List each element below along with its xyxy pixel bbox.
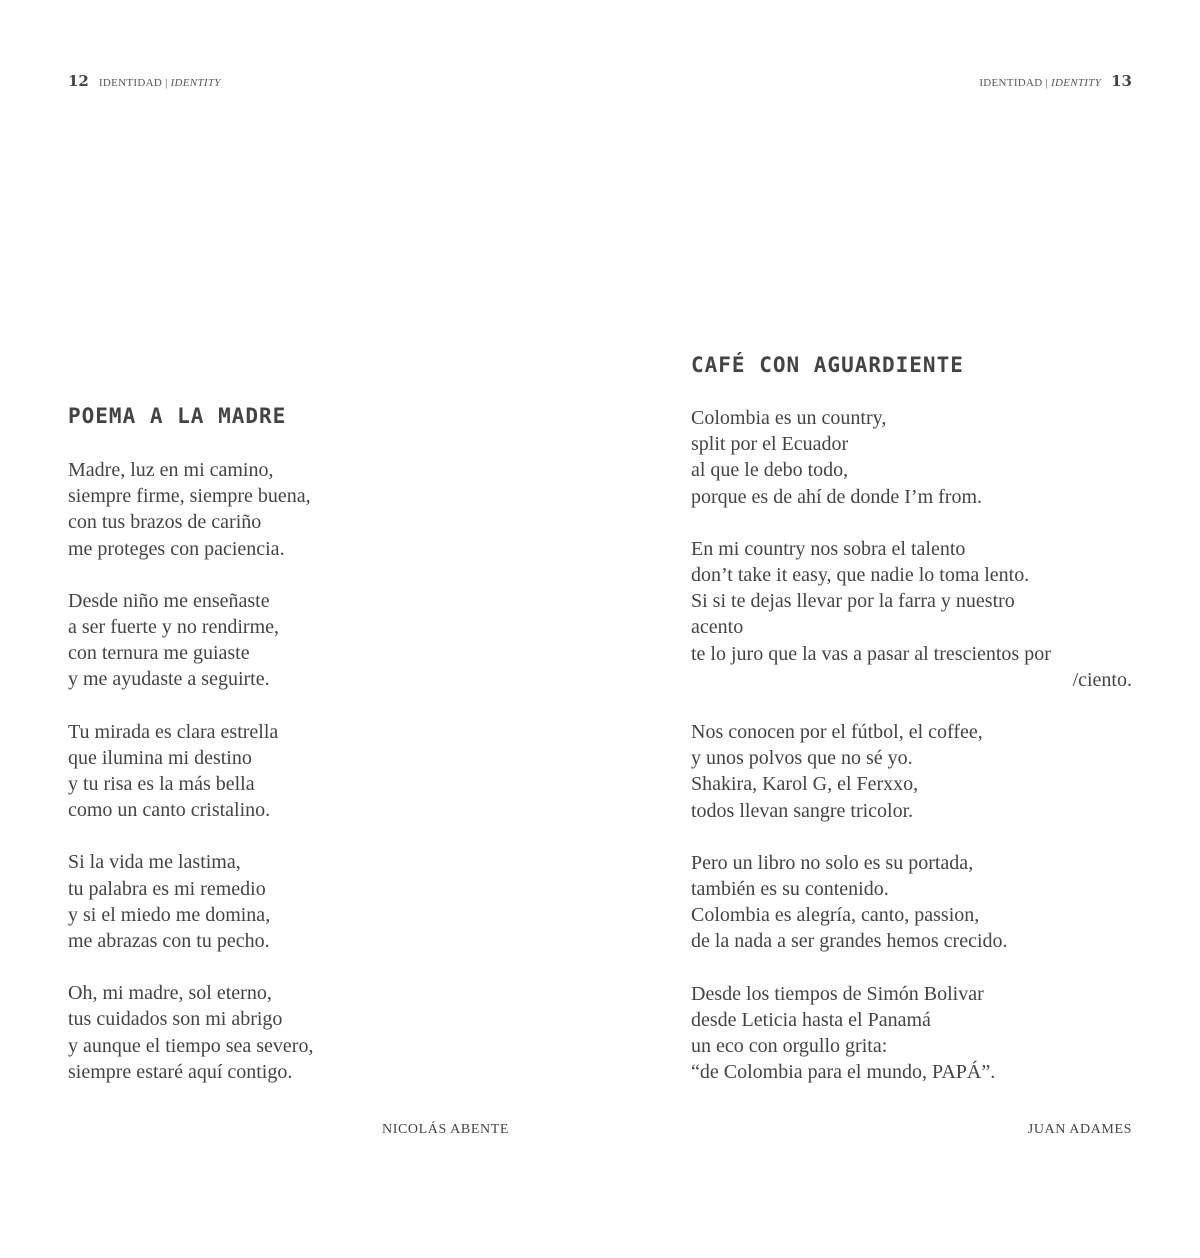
running-head-es: IDENTIDAD [979,77,1043,89]
running-head-es: IDENTIDAD [98,77,163,89]
stanza [691,719,1132,824]
right-running-head [979,77,1101,89]
stanza [691,850,1132,955]
poem-line: desde Leticia hasta el Panamá [691,1008,931,1031]
stanza [691,405,1132,510]
poem-line: tu palabra es mi remedio [68,877,266,900]
stanza [691,981,1132,1086]
stanza [68,719,548,824]
poem-line: con tus brazos de cariño [68,511,262,534]
poem-line: siempre firme, siempre buena, [68,485,311,508]
poem-line: Madre, luz en mi camino, [68,459,274,481]
left-page-header [68,72,221,90]
poem-line: Colombia es un country, [691,407,887,429]
poem-line: En mi country nos sobra el talento [691,537,966,560]
poem-line: con ternura me guiaste [68,642,250,665]
poem-line: tus cuidados son mi abrigo [68,1008,283,1031]
poem-line: “de Colombia para el mundo, PAPÁ”. [691,1061,996,1084]
poem-line: porque es de ahí de donde I’m from. [691,485,983,508]
poem-line: te lo juro que la vas a pasar al trescientos por [691,642,1051,665]
stanza [68,588,548,693]
poem-line: acento [691,616,744,639]
poem-title: POEMA A LA MADRE [68,404,287,428]
poem-body [68,457,548,1111]
author-credit: NICOLÁS ABENTE [381,1122,509,1137]
poem-title: CAFÉ CON AGUARDIENTE [691,353,964,377]
stanza [691,536,1132,693]
poem-line: y si el miedo me domina, [68,903,271,926]
poem-line: y me ayudaste a seguirte. [68,668,270,691]
stanza [68,457,548,562]
poem-line: y tu risa es la más bella [68,773,255,796]
poem-line: también es su contenido. [691,878,889,901]
poem-line: Shakira, Karol G, el Ferxxo, [691,773,919,796]
poem-body [691,405,1132,1111]
poem-line: al que le debo todo, [691,459,849,482]
author-credit: JUAN ADAMES [1027,1122,1132,1137]
right-page [600,0,1200,1258]
poem-line: Si si te dejas llevar por la farra y nuestro [691,590,1015,613]
poem-line: y aunque el tiempo sea severo, [68,1034,314,1057]
running-head-separator: | [165,77,168,89]
poem-line: y unos polvos que no sé yo. [691,747,913,770]
poem-line-continuation: /ciento. [1072,668,1132,691]
poem-line: don’t take it easy, que nadie lo toma lento. [691,564,1030,587]
stanza [68,849,548,954]
poem-line: un eco con orgullo grita: [691,1035,888,1058]
poem-line: me abrazas con tu pecho. [68,930,270,953]
poem-line: a ser fuerte y no rendirme, [68,616,280,639]
poem-line: Desde los tiempos de Simón Bolivar [691,982,984,1005]
poem-line: Pero un libro no solo es su portada, [691,851,974,874]
poem-line: todos llevan sangre tricolor. [691,799,914,822]
right-page-number: 13 [1111,72,1132,90]
poem-line: Oh, mi madre, sol eterno, [68,982,272,1005]
right-page-header [979,72,1132,90]
poem-line: que ilumina mi destino [68,746,252,769]
poem-line: siempre estaré aquí contigo. [68,1060,293,1083]
poem-line: Desde niño me enseñaste [68,589,270,612]
poem-line: split por el Ecuador [691,433,849,456]
running-head-en: IDENTITY [170,77,221,89]
poem-line: de la nada a ser grandes hemos crecido. [691,930,1008,953]
poem-line: como un canto cristalino. [68,799,271,822]
left-running-head [99,77,221,89]
poem-line: me proteges con paciencia. [68,537,285,560]
left-page-number: 12 [68,72,89,90]
poem-line: Si la vida me lastima, [68,851,241,874]
poem-line: Nos conocen por el fútbol, el coffee, [691,721,983,744]
stanza [68,980,548,1085]
poem-line: Colombia es alegría, canto, passion, [691,904,980,927]
running-head-separator: | [1045,77,1049,89]
running-head-en: IDENTITY [1051,77,1102,89]
poem-line: Tu mirada es clara estrella [68,720,279,743]
